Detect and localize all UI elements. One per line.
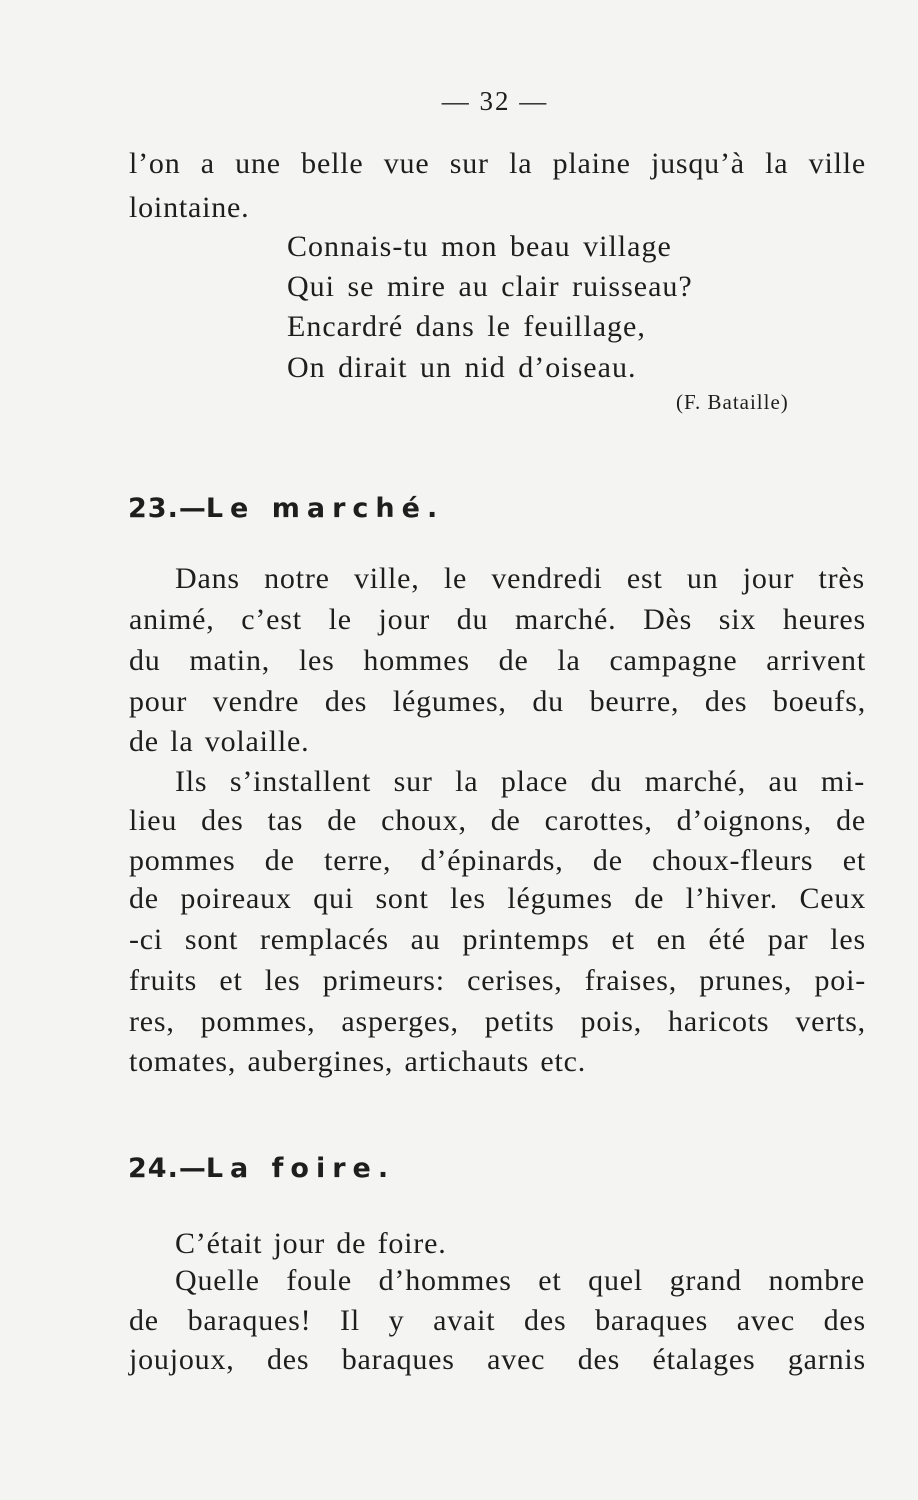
- poem-verse: Qui se mire au clair ruisseau?: [287, 270, 693, 303]
- paragraph-line: de baraques! Il y avait des baraques avec des: [129, 1304, 866, 1337]
- paragraph-line: de la volaille.: [129, 725, 310, 758]
- paragraph-line: tomates, aubergines, artichauts etc.: [129, 1045, 587, 1078]
- page-number: — 32 —: [441, 86, 549, 116]
- paragraph-line: fruits et les primeurs: cerises, fraises, prunes, poi-: [129, 964, 866, 997]
- paragraph-line: du matin, les hommes de la campagne arrivent: [129, 644, 866, 677]
- paragraph-line: joujoux, des baraques avec des étalages garnis: [129, 1343, 866, 1376]
- poem-verse: On dirait un nid d’oiseau.: [287, 351, 637, 384]
- paragraph-line: Dans notre ville, le vendredi est un jour très: [175, 562, 865, 595]
- section-number: 23.: [128, 493, 179, 524]
- paragraph-line: animé, c’est le jour du marché. Dès six heures: [129, 603, 866, 636]
- paragraph-line: lieu des tas de choux, de carottes, d’oignons, de: [129, 804, 866, 837]
- paragraph-line: de poireaux qui sont les légumes de l’hiver. Ceux: [129, 882, 866, 915]
- paragraph-line: C’était jour de foire.: [175, 1227, 447, 1260]
- paragraph-line: pour vendre des légumes, du beurre, des boeufs,: [129, 685, 866, 718]
- paragraph-line: Quelle foule d’hommes et quel grand nombre: [175, 1264, 865, 1297]
- paragraph-line: Ils s’installent sur la place du marché, au mi-: [175, 765, 865, 798]
- poem-verse: Connais-tu mon beau village: [287, 230, 672, 263]
- intro-line: l’on a une belle vue sur la plaine jusqu’à la ville: [129, 147, 866, 180]
- section-heading-24: [128, 1153, 395, 1184]
- paragraph-line: -ci sont remplacés au printemps et en été par les: [129, 923, 866, 956]
- paragraph-line: pommes de terre, d’épinards, de choux-fleurs et: [129, 844, 866, 877]
- section-title: Le marché.: [205, 493, 445, 524]
- section-dash: —: [178, 493, 206, 524]
- section-heading-23: [128, 493, 444, 524]
- poem-verse: Encardré dans le feuillage,: [287, 310, 646, 343]
- intro-line: lointaine.: [129, 191, 250, 224]
- paragraph-line: res, pommes, asperges, petits pois, haricots verts,: [129, 1005, 866, 1038]
- poem-attribution: (F. Bataille): [676, 390, 789, 414]
- section-dash: —: [178, 1153, 206, 1184]
- section-title: La foire.: [205, 1153, 396, 1184]
- section-number: 24.: [128, 1153, 179, 1184]
